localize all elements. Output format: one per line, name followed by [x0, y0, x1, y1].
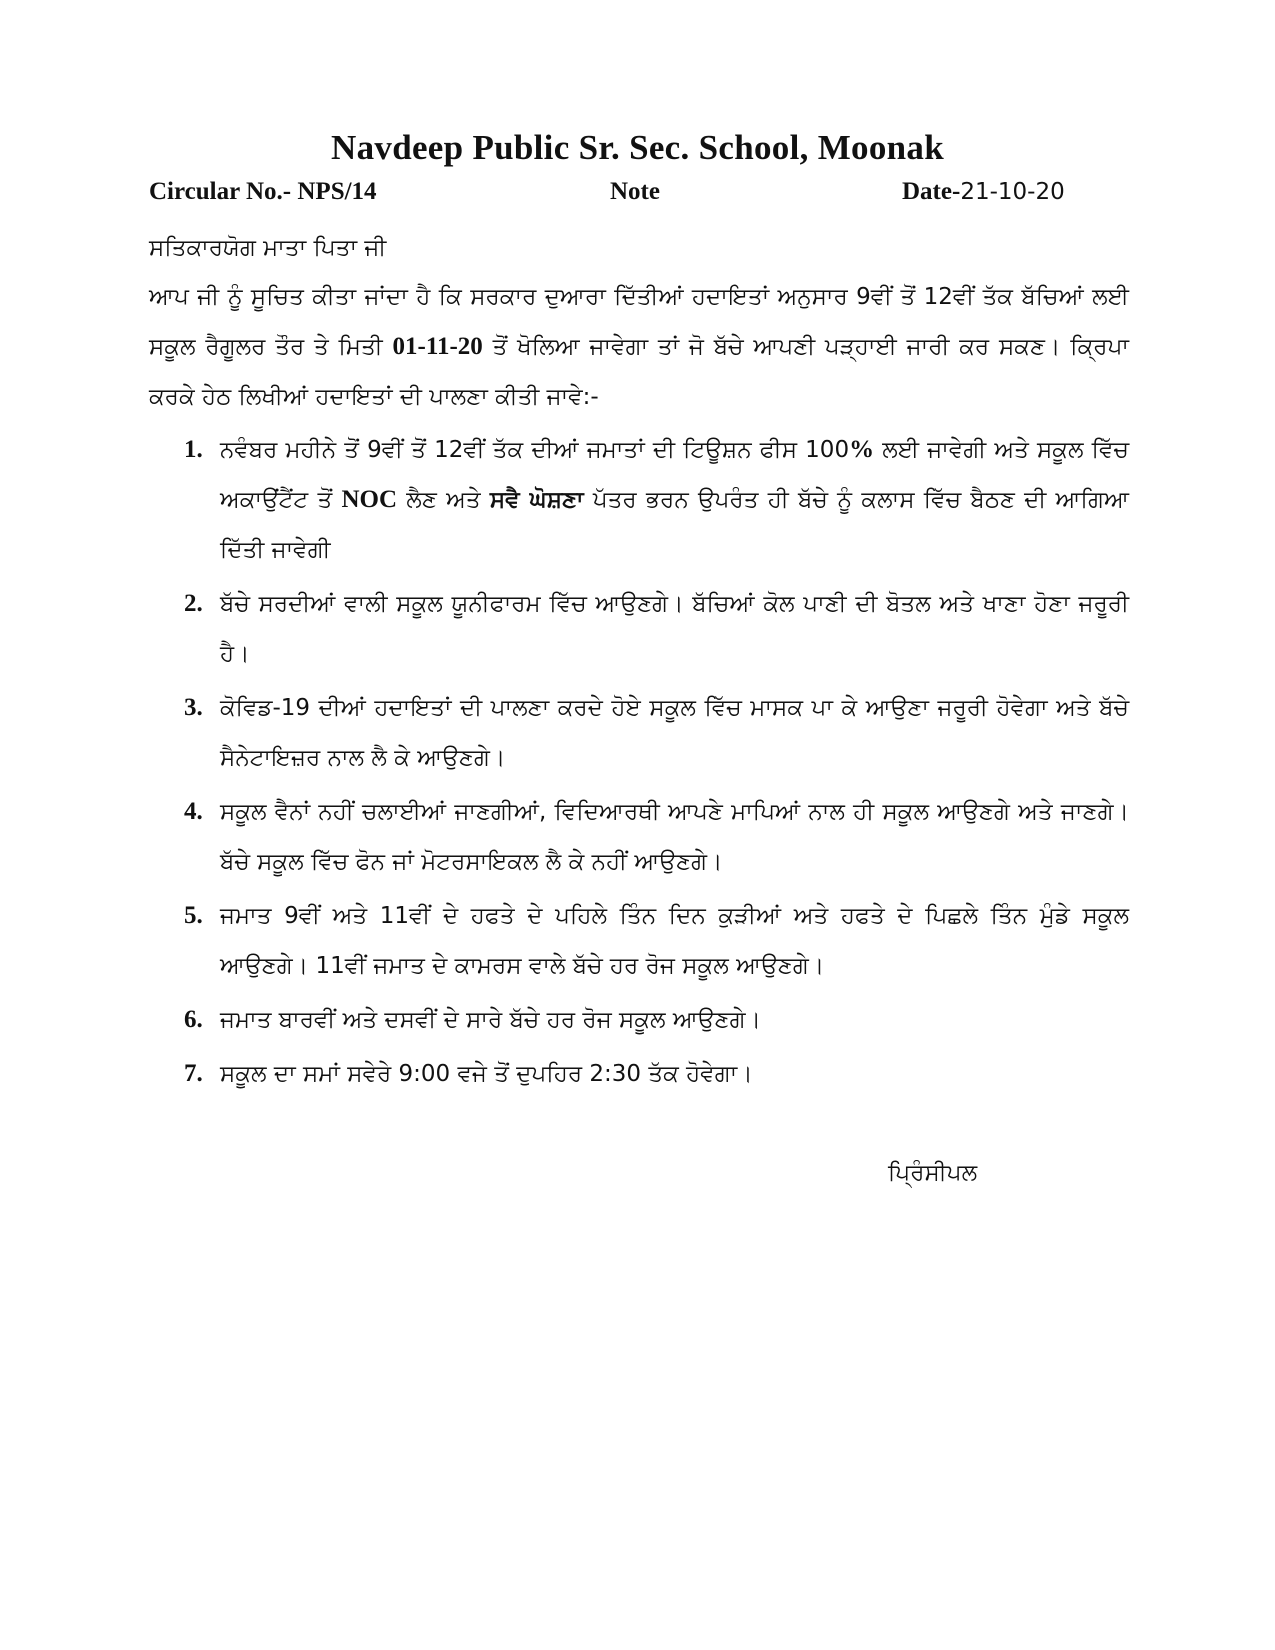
- instruction-number: 3.: [184, 694, 203, 721]
- note-label: Note: [610, 178, 660, 205]
- school-name-heading: Navdeep Public Sr. Sec. School, Moonak: [331, 128, 944, 167]
- instruction-item: [184, 683, 1129, 783]
- intro-text-part1: ਆਪ ਜੀ ਨੂੰ ਸੂਚਿਤ ਕੀਤਾ ਜਾਂਦਾ ਹੈ ਕਿ ਸਰਕਾਰ ਦੁਆਰਾ ਦਿੱਤੀਆਂ ਹਦਾਇਤਾਂ ਅਨੁਸਾਰ 9ਵੀਂ ਤੋਂ 12ਵੀਂ ਤੱਕ ਬੱਚਿਆਂ ਲਈ ਸਕੂਲ ਰੈਗੂਲਰ ਤੌਰ ਤੇ ਮਿਤੀ: [149, 284, 1129, 360]
- principal-signature: ਪ੍ਰਿੰਸੀਪਲ: [888, 1160, 978, 1186]
- instruction-text-a: ਨਵੰਬਰ ਮਹੀਨੇ ਤੋਂ 9ਵੀਂ ਤੋਂ 12ਵੀਂ ਤੱਕ ਦੀਆਂ ਜਮਾਤਾਂ ਦੀ ਟਿਊਸ਼ਨ ਫੀਸ 100: [220, 437, 850, 463]
- instruction-text: ਜਮਾਤ 9ਵੀਂ ਅਤੇ 11ਵੀਂ ਦੇ ਹਫਤੇ ਦੇ ਪਹਿਲੇ ਤਿੰਨ ਦਿਨ ਕੁੜੀਆਂ ਅਤੇ ਹਫਤੇ ਦੇ ਪਿਛਲੇ ਤਿੰਨ ਮੁੰਡੇ ਸਕੂਲ ਆਉਣਗੇ। 11ਵੀਂ ਜਮਾਤ ਦੇ ਕਾਮਰਸ ਵਾਲੇ ਬੱਚੇ ਹਰ ਰੋਜ ਸਕੂਲ ਆਉਣਗੇ।: [220, 903, 1129, 979]
- instruction-text: ਸਕੂਲ ਵੈਨਾਂ ਨਹੀਂ ਚਲਾਈਆਂ ਜਾਣਗੀਆਂ, ਵਿਦਿਆਰਥੀ ਆਪਣੇ ਮਾਪਿਆਂ ਨਾਲ ਹੀ ਸਕੂਲ ਆਉਣਗੇ ਅਤੇ ਜਾਣਗੇ। ਬੱਚੇ ਸਕੂਲ ਵਿੱਚ ਫੋਨ ਜਾਂ ਮੋਟਰਸਾਇਕਲ ਲੈ ਕੇ ਨਹੀਂ ਆਉਣਗੇ।: [220, 799, 1129, 875]
- self-declaration-label: ਸਵੈ ਘੋਸ਼ਣਾ: [489, 487, 584, 513]
- instruction-number: 7.: [184, 1060, 203, 1087]
- instruction-text-d: ਪੱਤਰ ਭਰਨ ਉਪਰੰਤ ਹੀ ਬੱਚੇ ਨੂੰ ਕਲਾਸ ਵਿੱਚ ਬੈਠਣ ਦੀ ਆਗਿਆ ਦਿੱਤੀ ਜਾਵੇਗੀ: [220, 487, 1129, 563]
- instruction-number: 5.: [184, 902, 203, 929]
- instruction-number: 6.: [184, 1006, 203, 1033]
- intro-text-part2: ਤੋਂ ਖੋਲਿਆ ਜਾਵੇਗਾ ਤਾਂ ਜੋ ਬੱਚੇ ਆਪਣੀ ਪੜ੍ਹਾਈ ਜਾਰੀ ਕਰ ਸਕਣ। ਕ੍ਰਿਪਾ ਕਰਕੇ ਹੇਠ ਲਿਖੀਆਂ ਹਦਾਇਤਾਂ ਦੀ ਪਾਲਣਾ ਕੀਤੀ ਜਾਵੇ:-: [149, 334, 1129, 410]
- instruction-text: ਸਕੂਲ ਦਾ ਸਮਾਂ ਸਵੇਰੇ 9:00 ਵਜੇ ਤੋਂ ਦੁਪਹਿਰ 2:30 ਤੱਕ ਹੋਵੇਗਾ।: [220, 1061, 753, 1087]
- instruction-item: [184, 787, 1129, 887]
- instruction-item: [184, 579, 1129, 679]
- instruction-text: ਬੱਚੇ ਸਰਦੀਆਂ ਵਾਲੀ ਸਕੂਲ ਯੂਨੀਫਾਰਮ ਵਿੱਚ ਆਉਣਗੇ। ਬੱਚਿਆਂ ਕੋਲ ਪਾਣੀ ਦੀ ਬੋਤਲ ਅਤੇ ਖਾਣਾ ਹੋਣਾ ਜਰੂਰੀ ਹੈ।: [220, 591, 1129, 667]
- noc-label: NOC: [341, 486, 398, 513]
- instruction-text-c: ਲੈਣ ਅਤੇ: [397, 487, 490, 513]
- instruction-text: ਜਮਾਤ ਬਾਰਵੀਂ ਅਤੇ ਦਸਵੀਂ ਦੇ ਸਾਰੇ ਬੱਚੇ ਹਰ ਰੋਜ ਸਕੂਲ ਆਉਣਗੇ।: [220, 1007, 762, 1033]
- instruction-number: 1.: [184, 436, 203, 463]
- instruction-item: [184, 891, 1129, 991]
- instruction-text-b: ਲਈ ਜਾਵੇਗੀ ਅਤੇ ਸਕੂਲ ਵਿੱਚ ਅਕਾਉਂਟੈਂਟ ਤੋਂ: [220, 437, 1129, 513]
- date-value: 21-10-20: [960, 179, 1065, 205]
- salutation: ਸਤਿਕਾਰਯੋਗ ਮਾਤਾ ਪਿਤਾ ਜੀ: [149, 235, 387, 261]
- instruction-item: [184, 425, 1129, 575]
- instruction-number: 2.: [184, 590, 203, 617]
- instruction-list: [184, 425, 1129, 1103]
- circular-date: [902, 178, 1065, 206]
- instruction-item: [184, 1049, 1129, 1099]
- instruction-number: 4.: [184, 798, 203, 825]
- intro-open-date: 01-11-20: [392, 333, 483, 360]
- percent-sign: %: [849, 436, 875, 463]
- instruction-text: ਕੋਵਿਡ-19 ਦੀਆਂ ਹਦਾਇਤਾਂ ਦੀ ਪਾਲਣਾ ਕਰਦੇ ਹੋਏ ਸਕੂਲ ਵਿੱਚ ਮਾਸਕ ਪਾ ਕੇ ਆਉਣਾ ਜਰੂਰੀ ਹੋਵੇਗਾ ਅਤੇ ਬੱਚੇ ਸੈਨੇਟਾਇਜ਼ਰ ਨਾਲ ਲੈ ਕੇ ਆਉਣਗੇ।: [220, 695, 1129, 771]
- date-label: Date-: [902, 178, 961, 205]
- instruction-item: [184, 995, 1129, 1045]
- circular-number: Circular No.- NPS/14: [149, 178, 377, 205]
- intro-paragraph: [149, 272, 1129, 422]
